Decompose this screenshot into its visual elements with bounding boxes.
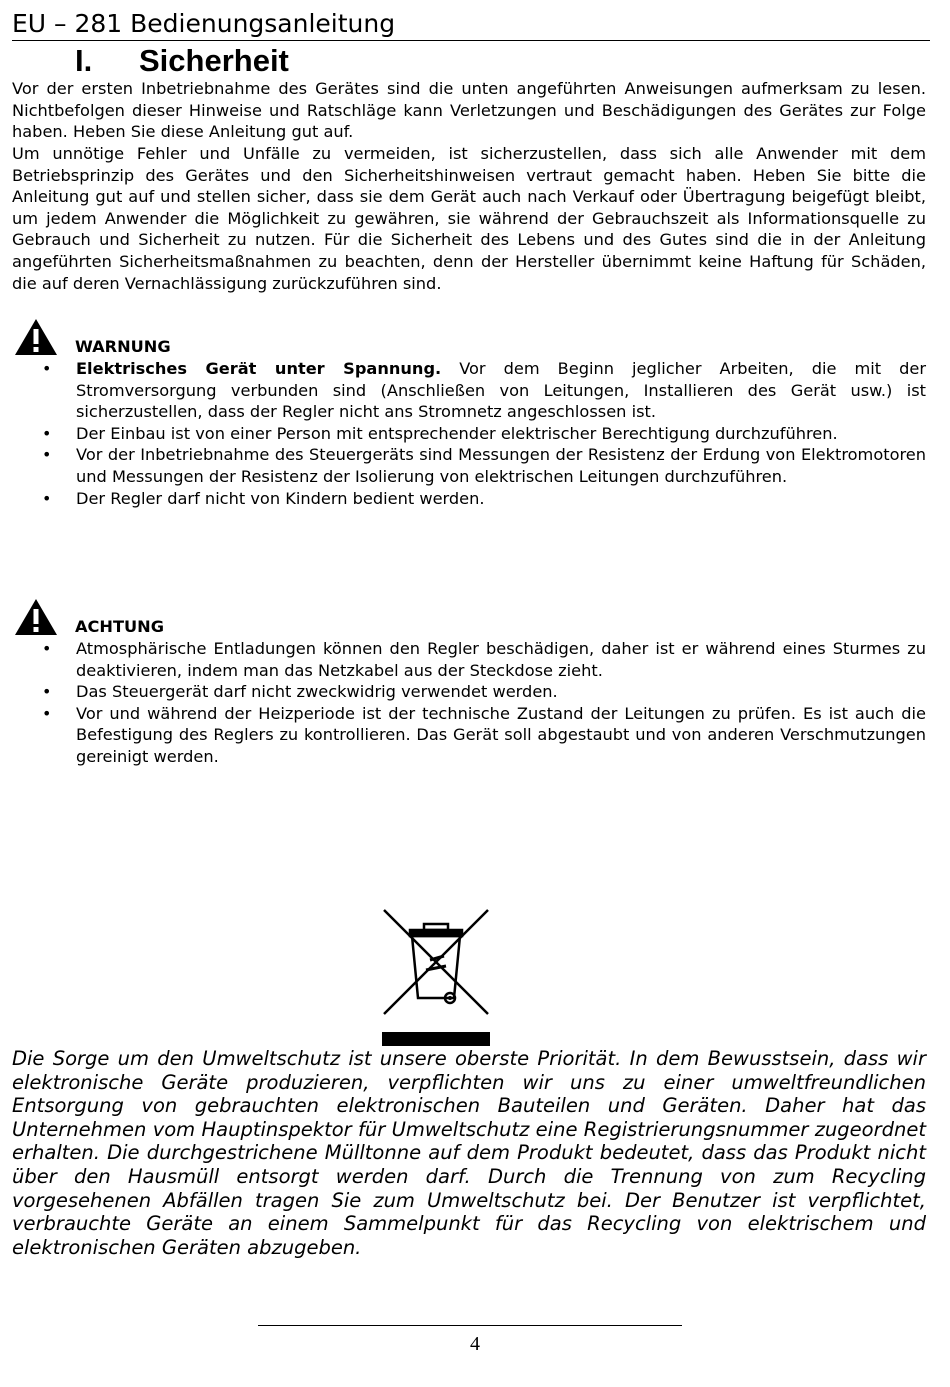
intro-paragraph-1: Vor der ersten Inbetriebnahme des Gerätes sind die unten angeführten Anweisungen aufmerksam zu lesen. Nichtbefolgen dieser Hinweise und Ratschläge kann Verletzungen und Beschädigungen des Gerätes zur Folge haben. Heben Sie diese Anleitung gut auf. <box>12 79 926 142</box>
list-item: • Vor der Inbetriebnahme des Steuergeräts sind Messungen der Resistenz der Erdung von Elektromotoren und Messungen der Resistenz der Isolierung von elektrischen Leitungen durchzuführen. <box>42 445 926 486</box>
caution-item-text: Atmosphärische Entladungen können den Regler beschädigen, daher ist er während eines Sturmes zu deaktivieren, indem man das Netzkabel aus der Steckdose zieht. <box>76 639 926 680</box>
section-title-text: Sicherheit <box>139 43 289 78</box>
caution-heading: ACHTUNG <box>75 617 164 636</box>
caution-item-text: Vor und während der Heizperiode ist der technische Zustand der Leitungen zu prüfen. Es ist auch die Befestigung des Reglers zu kontrollieren. Das Gerät soll abgestaubt und von anderen Verschmutzungen gereinigt werden. <box>76 703 926 766</box>
warning-item-text: Vor der Inbetriebnahme des Steuergeräts sind Messungen der Resistenz der Erdung von Elektromotoren und Messungen der Resistenz der Isolierung von elektrischen Leitungen durchzuführen. <box>76 445 926 486</box>
list-item: • Der Einbau ist von einer Person mit entsprechender elektrischer Berechtigung durchzuführen. <box>42 423 838 443</box>
list-item: • Elektrisches Gerät unter Spannung. Vor dem Beginn jeglicher Arbeiten, die mit der Stromversorgung verbunden sind (Anschließen von Leitungen, Installieren des Gerät usw.) ist sicherzustellen, dass der Regler nicht ans Stromnetz angeschlossen ist. <box>42 359 926 422</box>
list-item: • Atmosphärische Entladungen können den Regler beschädigen, daher ist er während eines Sturmes zu deaktivieren, indem man das Netzkabel aus der Steckdose zieht. <box>42 639 926 680</box>
warning-item-text: Der Regler darf nicht von Kindern bedient werden. <box>76 488 485 508</box>
list-item: • Das Steuergerät darf nicht zweckwidrig verwendet werden. <box>42 682 558 702</box>
environment-paragraph: Die Sorge um den Umweltschutz ist unsere oberste Priorität. In dem Bewusstsein, dass wir elektronische Geräte produzieren, verpflichten wir uns zu einer umweltfreundlichen Entsorgung von gebrauchten elektronischen Bauteilen und Geräten. Daher hat das Unternehmen vom Hauptinspektor für Umweltschutz eine Registrierungsnummer zugeordnet erhalten. Die durchgestrichene Mülltonne auf dem Produkt bedeutet, dass das Produkt nicht über den Hausmüll entsorgt werden darf. Durch die Trennung von zum Recycling vorgesehenen Abfällen tragen Sie zum Umweltschutz bei. Der Benutzer ist verpflichtet, verbrauchte Geräte an einem Sammelpunkt für das Recycling von elektrischem und elektronischen Geräten abzugeben. <box>12 1047 926 1259</box>
section-number: I. <box>75 43 93 78</box>
list-item: • Vor und während der Heizperiode ist der technische Zustand der Leitungen zu prüfen. Es ist auch die Befestigung des Reglers zu kontrollieren. Das Gerät soll abgestaubt und von anderen Verschmutzungen gereinigt werden. <box>42 703 926 766</box>
warning-item-lead: Elektrisches Gerät unter Spannung. <box>76 359 442 378</box>
caution-list <box>12 638 926 768</box>
list-item: • Der Regler darf nicht von Kindern bedient werden. <box>42 488 485 508</box>
intro-paragraph-2: Um unnötige Fehler und Unfälle zu vermeiden, ist sicherzustellen, dass sich alle Anwender mit dem Betriebsprinzip des Gerätes und den Sicherheitshinweisen vertraut gemacht haben. Heben Sie bitte die Anleitung gut auf und stellen sicher, dass sie dem Gerät auch nach Verkauf oder Übertragung beigefügt bleibt, um jedem Anwender die Möglichkeit zu gewähren, sie während der Gebrauchszeit als Informationsquelle zu Gebrauch und Sicherheit zu nutzen. Für die Sicherheit des Lebens und des Gutes sind die in der Anleitung angeführten Sicherheitsmaßnahmen zu beachten, denn der Hersteller übernimmt keine Haftung für Schäden, die auf deren Vernachlässigung zurückzuführen sind. <box>12 144 926 293</box>
warning-item-text: Vor dem Beginn jeglicher Arbeiten, die mit der Stromversorgung verbunden sind (Anschließen von Leitungen, Installieren des Gerät usw.) ist sicherzustellen, dass der Regler nicht ans Stromnetz angeschlossen ist. <box>76 359 926 422</box>
section-title <box>75 42 289 80</box>
page-header: EU – 281 Bedienungsanleitung <box>12 8 930 41</box>
warning-item-text: Der Einbau ist von einer Person mit entsprechender elektrischer Berechtigung durchzuführen. <box>76 423 838 443</box>
caution-item-text: Das Steuergerät darf nicht zweckwidrig verwendet werden. <box>76 682 558 702</box>
page-number: 4 <box>470 1333 480 1355</box>
warning-list <box>12 358 926 509</box>
footer-divider <box>258 1325 682 1326</box>
crossed-out-wheelie-bin-icon <box>380 906 492 1048</box>
warning-triangle-icon <box>14 318 58 356</box>
warning-heading: WARNUNG <box>75 337 171 356</box>
caution-triangle-icon <box>14 598 58 636</box>
